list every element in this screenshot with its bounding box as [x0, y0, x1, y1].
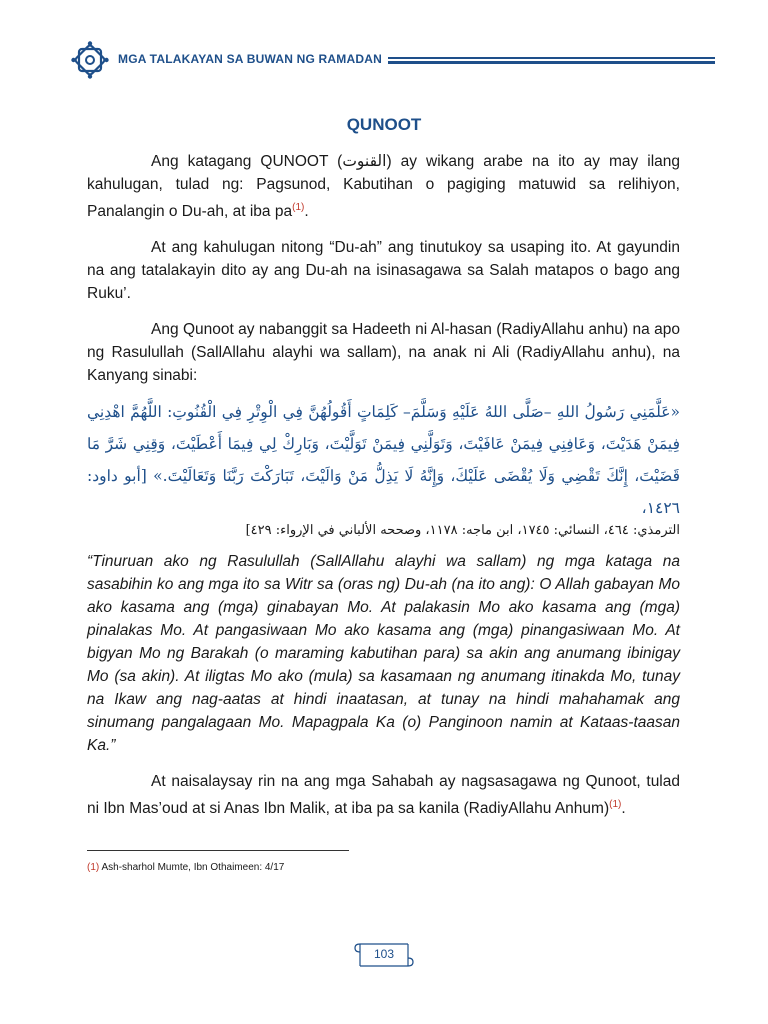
footnote — [87, 862, 284, 873]
main-content — [87, 150, 680, 833]
header-rule — [388, 57, 715, 64]
paragraph-1-text: Ang katagang QUNOOT (القنوت) ay wikang arabe na ito ay may ilang kahulugan, tulad ng: Pagsunod, Kabutihan o pagiging matuwid sa relihiyon, Panalangin o Du-ah, at iba pa — [87, 153, 681, 221]
paragraph-4-text: At naisalaysay rin na ang mga Sahabah ay nagsasagawa ng Qunoot, tulad ni Ibn Mas’oud at si Anas Ibn Malik, at iba pa sa kanila (RadiyAllahu Anhum) — [87, 773, 680, 818]
paragraph-1 — [87, 150, 680, 223]
page-title: QUNOOT — [346, 115, 422, 134]
arabic-source: الترمذي: ٤٦٤، النسائي: ١٧٤٥، ابن ماجه: ١١٧٨، وصححه الألباني في الإرواء: ٤٢٩] — [245, 523, 680, 539]
arabic-hadith: «عَلَّمَنِي رَسُولُ اللهِ –صَلَّى اللهُ عَلَيْهِ وَسَلَّمَ– كَلِمَاتٍ أَقُولُهُنَّ فِي الْوِتْرِ فِي الْقُنُوتِ: اللَّهُمَّ اهْدِنِي فِيمَنْ هَدَيْتَ، وَعَافِنِي فِيمَنْ عَافَيْتَ، وَتَوَلَّنِي فِيمَنْ تَوَلَّيْتَ، وَبَارِكْ لِي فِيمَا أَعْطَيْتَ، وَقِنِي شَرَّ مَا قَضَيْتَ، إِنَّكَ تَقْضِي وَلَا يُقْضَى عَلَيْكَ، وَإِنَّهُ لَا يَذِلُّ مَنْ وَالَيْتَ، تَبَارَكْتَ رَبَّنَا وَتَعَالَيْتَ.» [أبو داود: ١٤٢٦، — [87, 403, 680, 518]
translation-quote: “Tinuruan ako ng Rasulullah (SallAllahu alayhi wa sallam) ng mga kataga na sasabihin ko ang mga ito sa Witr sa (oras ng) Du-ah (na ito ang): O Allah gabayan Mo ako kasama ang (mga) ginabayan Mo. At palakasin Mo ako kasama ang (mga) pinalakas Mo. At pangasiwaan Mo ako kasama ang (mga) pinangasiwaan Mo. At bigyan Mo ng Barakah (o maraming kabutihan para) sa akin ang anumang ibinigay Mo (sa akin). At iligtas Mo ako (mula) sa kasamaan ng anumang itinakda Mo, tunay na Ikaw ang nag-aatas at hindi inaatasan, at tunay na hindi mahahamak ang sinumang pangalagaan Mo. Mapagpala Ka (o) Panginoon namin at Kataas-taasan Ka.” — [87, 553, 680, 755]
page-number: 103 — [373, 947, 395, 961]
page-header — [70, 40, 715, 80]
header-title: MGA TALAKAYAN SA BUWAN NG RAMADAN — [118, 52, 382, 66]
paragraph-3: Ang Qunoot ay nabanggit sa Hadeeth ni Al-hasan (RadiyAllahu anhu) na apo ng Rasulullah (SallAllahu alayhi wa sallam), na anak ni Ali (RadiyAllahu anhu), na Kanyang sinabi: — [87, 321, 680, 385]
footnote-text: Ash-sharhol Mumte, Ibn Othaimeen: 4/17 — [99, 862, 285, 873]
page-number-scroll — [354, 940, 414, 970]
footnote-ref: (1) — [292, 202, 305, 213]
footnote-divider — [87, 850, 349, 851]
star-flower-logo-icon — [70, 40, 110, 80]
paragraph-1-end: . — [304, 203, 309, 221]
paragraph-2: At ang kahulugan nitong “Du-ah” ang tinutukoy sa usaping ito. At gayundin na ang tatalakayin dito ay ang Du-ah na isinasagawa sa Salah matapos o bago ang Ruku’. — [87, 239, 680, 303]
footnote-ref: (1) — [609, 799, 622, 811]
paragraph-4-end: . — [621, 800, 626, 818]
paragraph-4 — [87, 770, 680, 820]
footnote-number: (1) — [87, 862, 100, 873]
